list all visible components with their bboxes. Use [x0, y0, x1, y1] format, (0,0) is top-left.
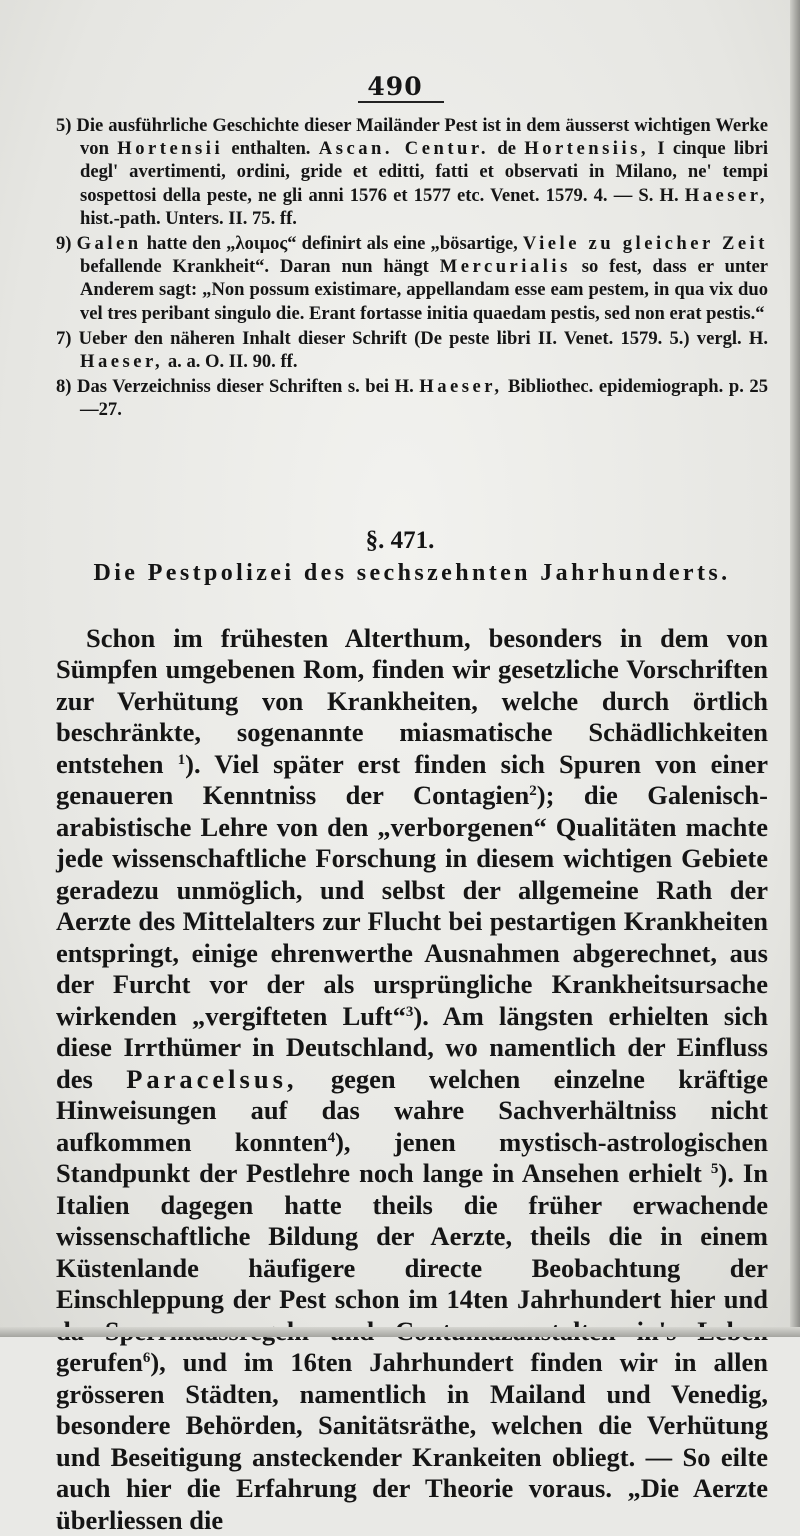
body-text: ). Am längsten erhielten sich diese Irrthümer in Deutschland, wo namentlich der Einfluss des — [56, 1001, 768, 1094]
footnote-text: 5) Die ausführliche Geschichte dieser Mailänder Pest ist in dem äusserst wichtigen Werke von — [56, 115, 768, 159]
author-name: Ascan. Centur. — [319, 138, 489, 159]
author-name: Mercurialis — [440, 256, 571, 277]
body-text: ); die Galenisch-arabistische Lehre von den „verborgenen“ Qualitäten machte jede wissenschaftliche Forschung in diesem wichtigen Gebiete geradezu unmöglich, und selbst der allgemeine Rath der Aerzte des Mittelalters zur Flucht bei pestartigen Krankheiten entspringt, einige ehrenwerthe Ausnahmen abgerechnet, aus der Furcht vor der als ursprüngliche Krankheitsursache wirkenden „vergifteten Luft“ — [56, 780, 768, 1031]
footnote-text: Bibliothec. epidemiograph. p. 25—27. — [80, 376, 768, 420]
footnote-text: de — [489, 138, 524, 159]
author-name: Hortensii — [117, 138, 223, 159]
footnote-text: 7) Ueber den näheren Inhalt dieser Schrift (De peste libri II. Venet. 1579. 5.) vergl. H. — [56, 328, 768, 349]
section-number: §. 471. — [340, 527, 460, 555]
footnote-text: 8) Das Verzeichniss dieser Schriften s. bei H. — [56, 376, 419, 397]
body-paragraph — [56, 623, 768, 1536]
author-name: Hortensiis, — [524, 138, 649, 159]
footnote-text: hatte den „λοιμος“ definirt als eine „bösartige, — [142, 233, 523, 254]
section-title: Die Pestpolizei des sechszehnten Jahrhunderts. — [56, 560, 768, 587]
body-text: ), jenen mystisch-astrologischen Standpunkt der Pestlehre noch lange in Ansehen erhielt — [56, 1127, 768, 1189]
body-text: gegen welchen einzelne kräftige Hinweisungen auf das wahre Sachverhältniss nicht aufkommen konnten — [56, 1064, 768, 1157]
footnote-9 — [56, 232, 768, 325]
author-name: Haeser, — [685, 185, 768, 206]
footnote-ref[interactable]: 1 — [178, 752, 186, 768]
body-text: ). In Italien dagegen hatte theils die früher erwachende wissenschaftliche Bildung der Aerzte, theils die in einem Küstenlande häufigere directe Beobachtung der Einschleppung der Pest schon im 14ten Jahrhundert hier und gerufen — [56, 1158, 768, 1377]
emphasis-text: Viele zu gleicher Zeit — [523, 233, 768, 254]
footnote-text: hist.-path. Unters. II. 75. ff. — [80, 208, 297, 229]
footnote-8 — [56, 375, 768, 421]
body-text: Schon im frühesten Alterthum, besonders in dem von Sümpfen umgebenen Rom, finden wir gesetzliche Vorschriften zur Verhütung von Krankheiten, welche durch örtlich beschränkte, sogenannte miasmatische Schädlichkeiten entstehen — [56, 623, 768, 779]
footnote-5 — [56, 114, 768, 230]
page-bottom-edge — [0, 1327, 800, 1337]
footnote-ref[interactable]: 2 — [529, 783, 537, 799]
body-text: ), und im 16ten Jahrhundert finden wir in allen grösseren Städten, namentlich in Mailand und Venedig, besondere Behörden, Sanitätsräthe, welchen die Verhütung und Beseitigung ansteckender Krankeiten obliegt. — So eilte auch hier die Erfahrung der Theorie voraus. „Die Aerzte überliessen die — [56, 1347, 768, 1535]
page-number: 490 — [340, 72, 450, 101]
footnote-text: befallende Krankheit“. Daran nun hängt — [80, 256, 440, 277]
author-name: Haeser, — [419, 376, 502, 397]
footnote-text: 9) — [56, 233, 77, 254]
footnote-text: enthalten. — [223, 138, 319, 159]
page-edge-shadow — [790, 0, 800, 1337]
footnote-text: so fest, dass er unter Anderem sagt: „Non possum existimare, appellandam esse eam pestem, in qua vix duo vel tres peribant singulo die. Erant fortasse initia quaedam pestis, sed non erat pestis.“ — [80, 256, 768, 323]
author-name: Paracelsus, — [126, 1064, 297, 1094]
author-name: Haeser, — [80, 351, 163, 372]
footnote-text: a. a. O. II. 90. ff. — [163, 351, 297, 372]
footnote-ref[interactable]: 5 — [711, 1161, 719, 1177]
footnote-7 — [56, 327, 768, 373]
footnote-text: I cinque libri degl' avertimenti, ordini, gride et editti, fatti et observati in Milano, ne' tempi sospettosi della peste, ne gli anni 1576 et 1577 etc. Venet. 1579. 4. — S. H. — [80, 138, 768, 205]
author-name: Galen — [77, 233, 142, 254]
footnotes — [56, 114, 768, 424]
body-text: ). Viel später erst finden sich Spuren von einer genaueren Kenntniss der Contagien — [56, 749, 768, 811]
footnote-ref[interactable]: 3 — [406, 1004, 414, 1020]
footnote-ref[interactable]: 6 — [143, 1350, 151, 1366]
footnote-ref[interactable]: 4 — [328, 1130, 336, 1146]
page-number-rule — [358, 101, 444, 103]
